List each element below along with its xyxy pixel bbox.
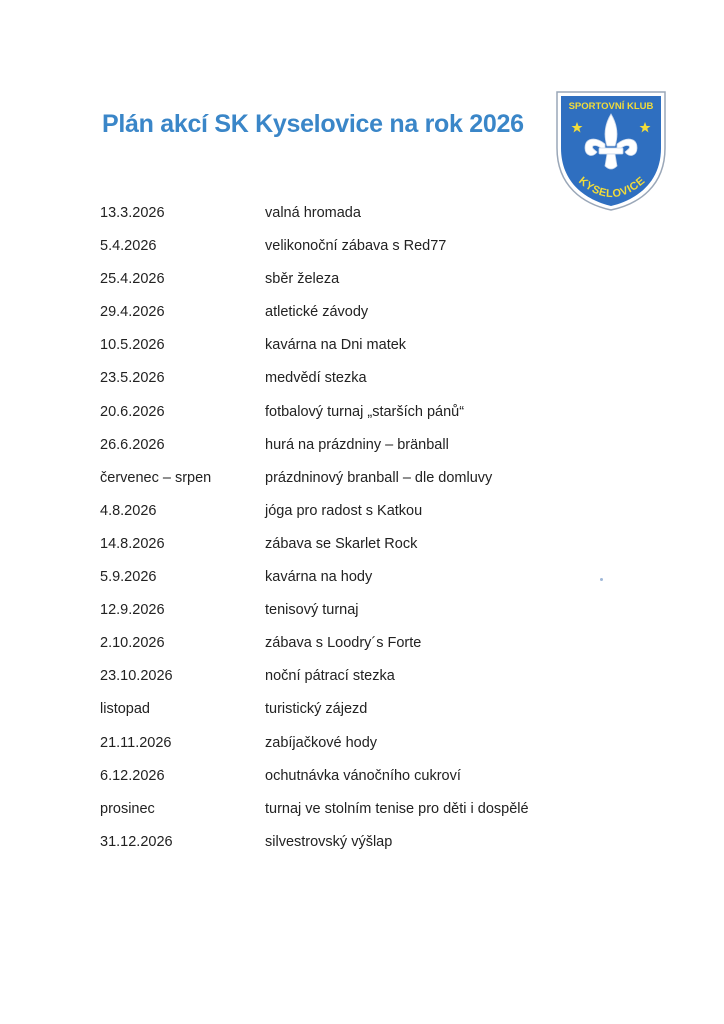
event-description: ochutnávka vánočního cukroví — [265, 767, 461, 784]
event-row — [100, 829, 620, 862]
event-row — [100, 630, 620, 663]
event-description: hurá na prázdniny – bränball — [265, 436, 449, 453]
event-date: prosinec — [100, 800, 155, 817]
events-list — [100, 200, 620, 862]
club-logo — [555, 90, 667, 212]
scan-speck — [600, 578, 603, 581]
event-description: zábava se Skarlet Rock — [265, 535, 418, 552]
event-description: zabíjačkové hody — [265, 734, 378, 751]
event-description: zábava s Loodry´s Forte — [265, 635, 422, 652]
event-row — [100, 796, 620, 829]
event-description: velikonoční zábava s Red77 — [265, 238, 447, 255]
event-date: 23.5.2026 — [100, 370, 165, 387]
event-row — [100, 200, 620, 233]
event-description: medvědí stezka — [265, 370, 367, 387]
event-description: noční pátrací stezka — [265, 668, 395, 685]
event-date: 5.9.2026 — [100, 569, 157, 586]
event-row — [100, 332, 620, 365]
event-row — [100, 399, 620, 432]
event-description: prázdninový branball – dle domluvy — [265, 469, 493, 486]
event-row — [100, 696, 620, 729]
event-row — [100, 465, 620, 498]
event-date: 29.4.2026 — [100, 304, 165, 321]
event-date: 13.3.2026 — [100, 205, 165, 221]
event-date: 26.6.2026 — [100, 436, 165, 453]
event-date: 5.4.2026 — [100, 238, 157, 255]
event-date: 6.12.2026 — [100, 767, 165, 784]
event-description: kavárna na hody — [265, 569, 373, 586]
event-date: 10.5.2026 — [100, 337, 165, 354]
event-row — [100, 233, 620, 266]
event-row — [100, 365, 620, 398]
event-description: turnaj ve stolním tenise pro děti i dospělé — [265, 800, 529, 817]
event-date: 20.6.2026 — [100, 403, 165, 420]
event-date: 31.12.2026 — [100, 833, 173, 850]
event-row — [100, 763, 620, 796]
event-row — [100, 531, 620, 564]
event-description: atletické závody — [265, 304, 369, 321]
event-row — [100, 663, 620, 696]
event-row — [100, 597, 620, 630]
event-row — [100, 299, 620, 332]
shield-emblem-icon — [555, 90, 667, 212]
event-row — [100, 498, 620, 531]
event-description: sběr železa — [265, 271, 340, 288]
event-date: 23.10.2026 — [100, 668, 173, 685]
event-date: 4.8.2026 — [100, 502, 157, 519]
event-date: červenec – srpen — [100, 469, 212, 486]
event-row — [100, 266, 620, 299]
event-description: tenisový turnaj — [265, 602, 359, 619]
event-date: 25.4.2026 — [100, 271, 165, 288]
event-date: listopad — [100, 701, 150, 718]
event-description: fotbalový turnaj „starších pánů“ — [265, 403, 465, 420]
event-row — [100, 432, 620, 465]
event-description: jóga pro radost s Katkou — [265, 502, 423, 519]
event-description: silvestrovský výšlap — [265, 833, 393, 850]
logo-top-text: SPORTOVNÍ KLUB — [568, 101, 654, 112]
event-row — [100, 564, 620, 597]
event-date: 14.8.2026 — [100, 535, 165, 552]
event-description: kavárna na Dni matek — [265, 337, 407, 354]
logo-bottom-text: KYSELOVICE — [576, 174, 648, 201]
event-row — [100, 730, 620, 763]
page-title: Plán akcí SK Kyselovice na rok 2026 — [102, 110, 524, 138]
event-date: 12.9.2026 — [100, 602, 165, 619]
event-date: 21.11.2026 — [100, 734, 172, 751]
event-description: valná hromada — [265, 205, 361, 221]
event-date: 2.10.2026 — [100, 635, 165, 652]
event-description: turistický zájezd — [265, 701, 368, 718]
